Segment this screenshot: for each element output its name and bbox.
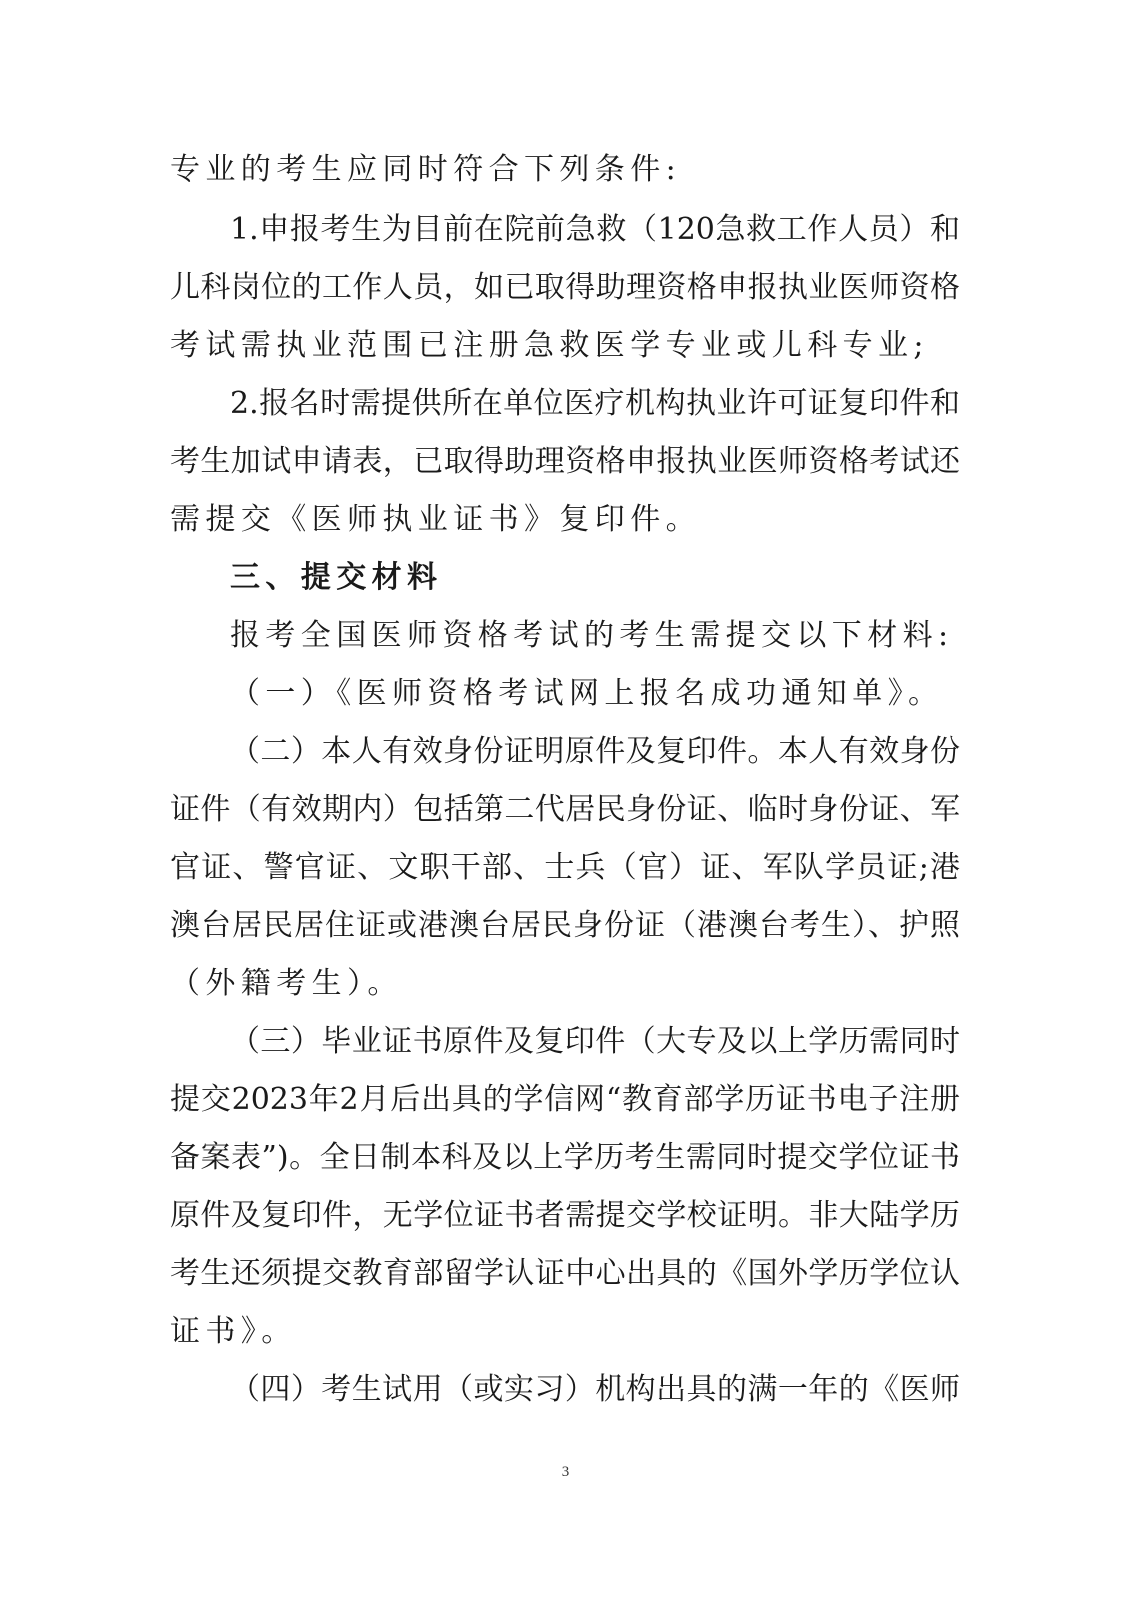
text-line: （二）本人有效身份证明原件及复印件。本人有效身份 xyxy=(230,734,960,769)
text-line: 原件及复印件，无学位证书者需提交学校证明。非大陆学历 xyxy=(170,1198,960,1233)
text-line: （四）考生试用（或实习）机构出具的满一年的《医师 xyxy=(230,1372,960,1407)
text-line: 考试需执业范围已注册急救医学专业或儿科专业; xyxy=(170,328,929,363)
text-line: 证件（有效期内）包括第二代居民身份证、临时身份证、军 xyxy=(170,792,960,827)
text-line: 提交2023年2月后出具的学信网“教育部学历证书电子注册 xyxy=(170,1082,960,1117)
text-line: 考生加试申请表，已取得助理资格申报执业医师资格考试还 xyxy=(170,444,960,479)
text-line: 考生还须提交教育部留学认证中心出具的《国外学历学位认 xyxy=(170,1256,960,1291)
text-line: （三）毕业证书原件及复印件（大专及以上学历需同时 xyxy=(230,1024,960,1059)
text-line: 备案表”)。全日制本科及以上学历考生需同时提交学位证书 xyxy=(170,1140,960,1175)
text-line: （一）《医师资格考试网上报名成功通知单》。 xyxy=(230,676,944,711)
text-line: 证书》。 xyxy=(170,1314,297,1349)
text-line: 需提交《医师执业证书》复印件。 xyxy=(170,502,701,537)
text-line: 澳台居民居住证或港澳台居民身份证（港澳台考生）、护照 xyxy=(170,908,960,943)
page-number: 3 xyxy=(561,1464,570,1480)
text-line: （外籍考生）。 xyxy=(170,966,403,1001)
text-line: 儿科岗位的工作人员，如已取得助理资格申报执业医师资格 xyxy=(170,270,960,305)
section-heading: 三、提交材料 xyxy=(230,560,443,595)
text-line: 2.报名时需提供所在单位医疗机构执业许可证复印件和 xyxy=(230,386,960,421)
text-line: 专业的考生应同时符合下列条件: xyxy=(170,152,682,187)
text-line: 官证、警官证、文职干部、士兵（官）证、军队学员证;港 xyxy=(170,850,960,885)
text-line: 报考全国医师资格考试的考生需提交以下材料: xyxy=(230,618,954,653)
text-line: 1.申报考生为目前在院前急救（120急救工作人员）和 xyxy=(230,212,960,247)
